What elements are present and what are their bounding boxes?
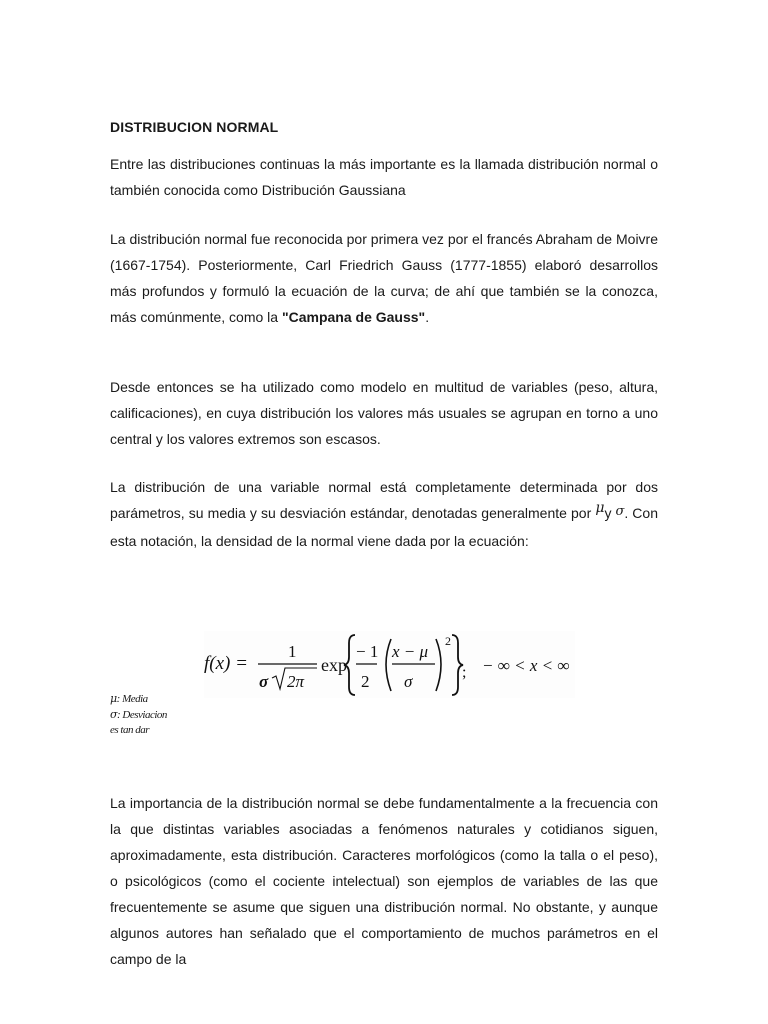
paragraph-history-end: .: [425, 309, 430, 325]
formula-denominator-root: 2π: [287, 672, 305, 691]
campana-de-gauss-term: "Campana de Gauss": [281, 309, 426, 325]
conjunction-y: y: [604, 505, 612, 521]
paragraph-parameters-end: . Con esta notación, la densidad de la normal viene dada por la ecuación:: [110, 505, 658, 549]
sigma-symbol: σ: [615, 504, 625, 519]
left-brace: [344, 635, 355, 695]
paragraph-intro: Entre las distribuciones continuas la más importante es la llamada distribución normal o también conocida como Distribución Gaussiana: [110, 156, 658, 198]
paragraph-importance: La importancia de la distribución normal se debe fundamentalmente a la frecuencia con la que distintas variables asociadas a fenómenos naturales y cotidianos siguen, aproximadamente, esta distribución. Caracteres morfológicos (como la talla o el peso), o psicológicos (como el cociente intelectual) son ejemplos de variables de las que frecuentemente se asume que siguen una distribución normal. No obstante, y aunque algunos autores han señalado que el comportamiento de muchos parámetros en el campo de la: [110, 795, 658, 967]
formula-sigma: σ: [404, 672, 413, 691]
paragraph-parameters-text: La distribución de una variable normal está completamente determinada por dos parámetros, su media y su desviación estándar, denotadas generalmente por: [110, 479, 658, 521]
formula-denominator-sigma: σ: [259, 672, 269, 691]
formula-neg-one: − 1: [356, 642, 379, 661]
formula-lhs: f(x) =: [204, 653, 248, 674]
formula-two: 2: [361, 672, 370, 691]
formula-x-minus-mu: x − μ: [392, 642, 429, 661]
formula-exp: exp: [321, 655, 347, 675]
legend-sigma-symbol: σ: [110, 708, 118, 721]
paragraph-parameters: [110, 474, 658, 554]
legend-mu: [110, 691, 167, 707]
document-title: DISTRIBUCION NORMAL: [110, 119, 279, 135]
paragraph-history-text: La distribución normal fue reconocida por primera vez por el francés Abraham de Moivre (1667-1754). Posteriormente, Carl Friedrich Gauss (1777-1855) elaboró desarrollos más profundos y formuló la ecuación de la curva; de ahí que también se la conozca, más comúnmente, como la: [110, 231, 658, 325]
normal-density-formula: [204, 631, 575, 698]
formula-legend: [110, 691, 167, 738]
formula-separator: ;: [462, 664, 467, 681]
legend-sigma-continuation: es tan dar: [110, 724, 149, 736]
legend-sigma-label: : Desviacion: [117, 709, 167, 721]
paragraph-history: [110, 226, 658, 330]
legend-mu-label: : Media: [116, 693, 148, 705]
left-paren: [386, 639, 391, 691]
formula-power: 2: [445, 634, 451, 648]
mu-symbol: μ: [595, 500, 605, 516]
paragraph-usage: Desde entonces se ha utilizado como modelo en multitud de variables (peso, altura, calificaciones), en cuya distribución los valores más usuales se agrupan en torno a uno central y los valores extremos son escasos.: [110, 379, 658, 447]
legend-sigma: [110, 707, 167, 723]
legend-mu-symbol: μ: [110, 692, 117, 705]
formula-numerator: 1: [288, 642, 297, 661]
formula-range: − ∞ < x < ∞: [482, 656, 570, 675]
right-paren: [436, 639, 441, 691]
